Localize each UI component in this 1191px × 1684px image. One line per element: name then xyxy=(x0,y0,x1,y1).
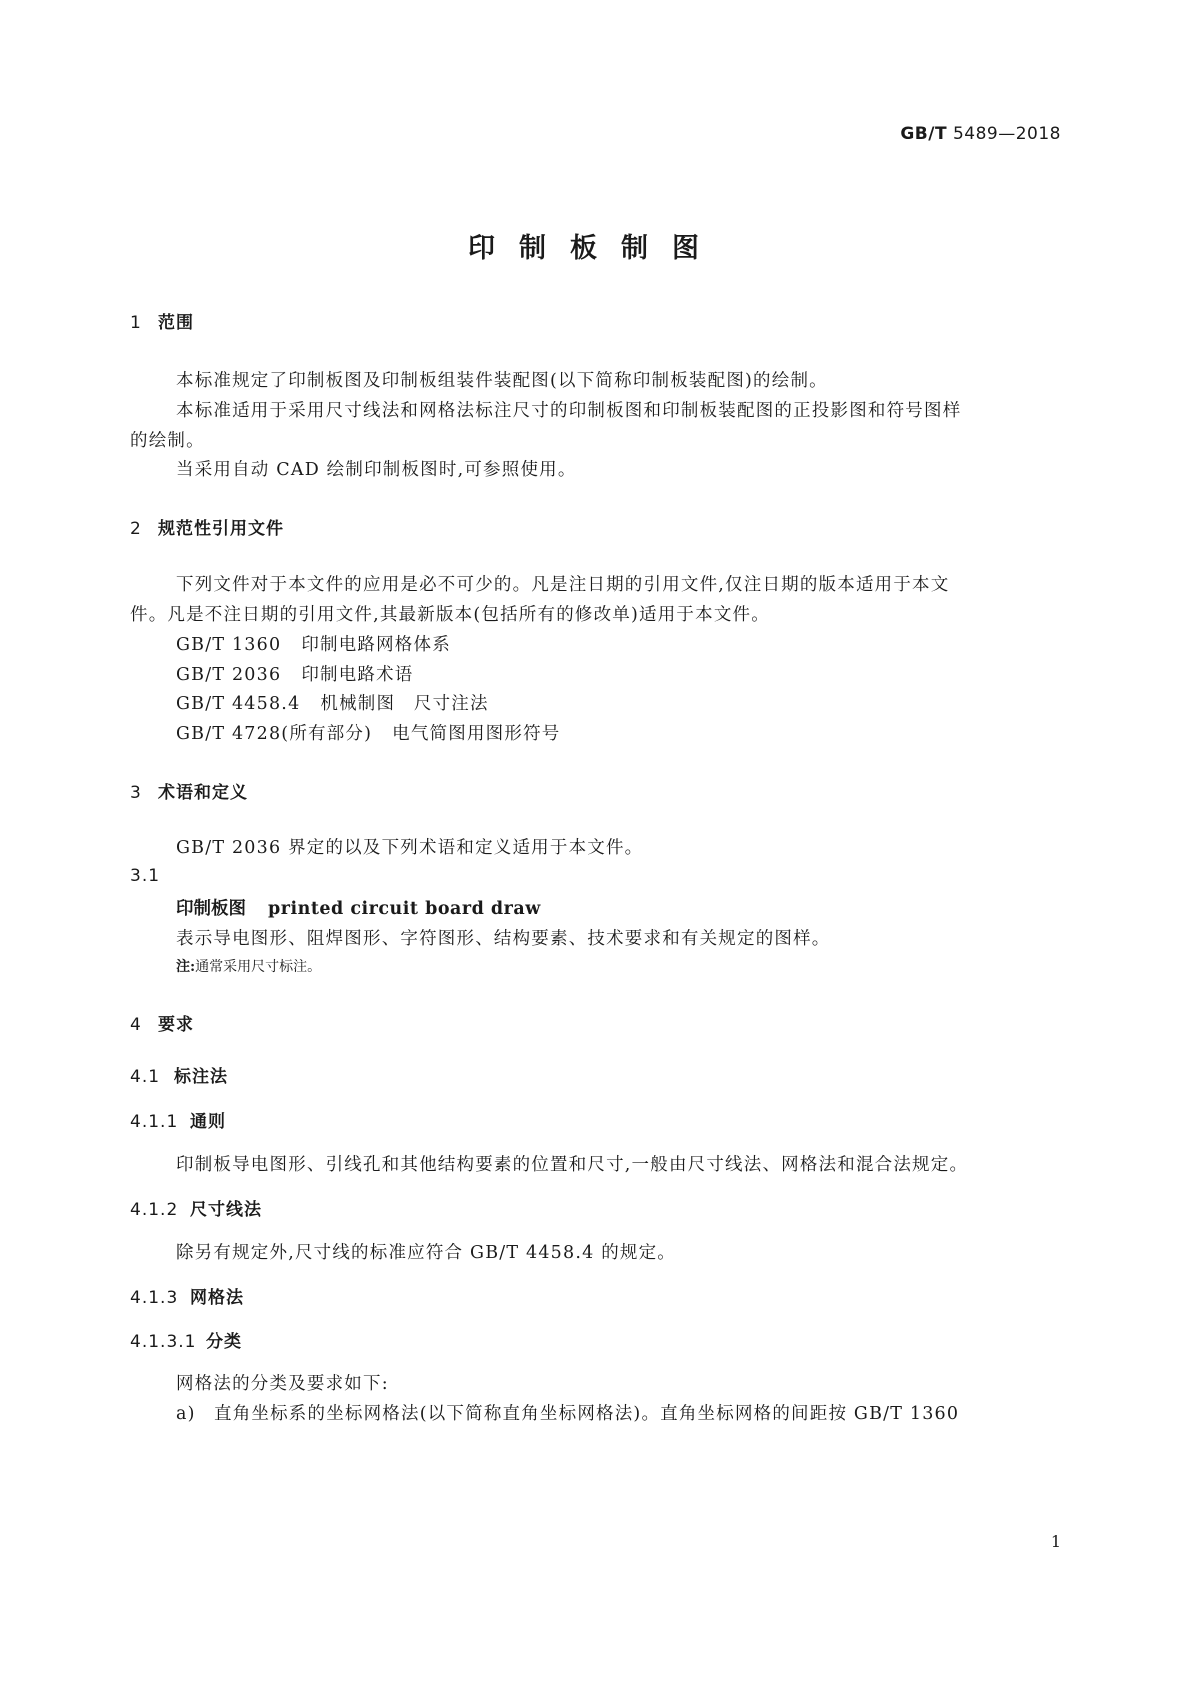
section-4-1-3-1-heading xyxy=(130,1327,242,1352)
reference-item xyxy=(176,631,451,656)
term-entry xyxy=(176,895,541,920)
term-english: printed circuit board draw xyxy=(268,899,541,919)
reference-title: 电气简图用图形符号 xyxy=(392,724,561,744)
section-number: 4.1.3 xyxy=(130,1288,179,1308)
standard-prefix: GB/T xyxy=(900,124,948,144)
section-number: 3 xyxy=(130,783,142,803)
section-number: 1 xyxy=(130,313,142,333)
paragraph: 网格法的分类及要求如下: xyxy=(176,1374,389,1394)
term-chinese: 印制板图 xyxy=(176,899,246,919)
note-label: 注: xyxy=(176,959,196,975)
standard-code xyxy=(900,124,1061,144)
section-title: 范围 xyxy=(158,313,194,333)
section-title: 规范性引用文件 xyxy=(158,519,284,539)
paragraph-continuation: 的绘制。 xyxy=(130,431,205,451)
document-title: 印制板制图 xyxy=(468,233,723,264)
section-title: 标注法 xyxy=(174,1067,228,1087)
section-title: 要求 xyxy=(158,1015,194,1035)
reference-code: GB/T 2036 xyxy=(176,665,282,685)
section-1-heading xyxy=(130,308,194,333)
reference-title: 印制电路网格体系 xyxy=(301,635,451,655)
paragraph: GB/T 2036 界定的以及下列术语和定义适用于本文件。 xyxy=(176,838,644,858)
term-definition: 表示导电图形、阻焊图形、字符图形、结构要素、技术要求和有关规定的图样。 xyxy=(176,929,831,949)
section-title: 网格法 xyxy=(190,1288,244,1308)
section-number: 4.1 xyxy=(130,1067,161,1087)
paragraph: 当采用自动 CAD 绘制印制板图时,可参照使用。 xyxy=(176,460,577,480)
section-number: 4.1.2 xyxy=(130,1200,179,1220)
section-4-1-3-heading xyxy=(130,1283,244,1308)
section-number: 4.1.1 xyxy=(130,1112,179,1132)
section-title: 术语和定义 xyxy=(158,783,248,803)
reference-item xyxy=(176,720,560,745)
section-2-heading xyxy=(130,514,284,539)
reference-code: GB/T 4458.4 xyxy=(176,694,301,714)
reference-title: 印制电路术语 xyxy=(301,665,414,685)
list-marker: a) xyxy=(176,1404,196,1424)
standard-number: 5489—2018 xyxy=(952,124,1061,144)
reference-item xyxy=(176,690,489,715)
paragraph: 印制板导电图形、引线孔和其他结构要素的位置和尺寸,一般由尺寸线法、网格法和混合法规定。 xyxy=(176,1155,969,1175)
reference-code: GB/T 1360 xyxy=(176,635,282,655)
section-title: 分类 xyxy=(206,1332,242,1352)
note-text: 通常采用尺寸标注。 xyxy=(195,959,322,975)
reference-item xyxy=(176,661,414,686)
paragraph: 本标准规定了印制板图及印制板组装件装配图(以下简称印制板装配图)的绘制。 xyxy=(176,371,828,391)
term-note xyxy=(176,956,321,976)
reference-code: GB/T 4728(所有部分) xyxy=(176,724,373,744)
list-item-text: 直角坐标系的坐标网格法(以下简称直角坐标网格法)。直角坐标网格的间距按 GB/T 1360 xyxy=(214,1404,960,1424)
term-number: 3.1 xyxy=(130,866,161,886)
section-title: 通则 xyxy=(190,1112,226,1132)
section-4-heading xyxy=(130,1010,194,1035)
paragraph: 除另有规定外,尺寸线的标准应符合 GB/T 4458.4 的规定。 xyxy=(176,1243,676,1263)
section-number: 2 xyxy=(130,519,142,539)
page-number: 1 xyxy=(1050,1532,1061,1551)
section-title: 尺寸线法 xyxy=(190,1200,262,1220)
paragraph: 本标准适用于采用尺寸线法和网格法标注尺寸的印制板图和印制板装配图的正投影图和符号图样 xyxy=(176,401,962,421)
section-number: 4 xyxy=(130,1015,142,1035)
reference-title: 机械制图 尺寸注法 xyxy=(320,694,489,714)
section-4-1-heading xyxy=(130,1062,228,1087)
list-item-a xyxy=(176,1400,959,1425)
section-3-heading xyxy=(130,778,248,803)
section-4-1-1-heading xyxy=(130,1107,226,1132)
paragraph: 下列文件对于本文件的应用是必不可少的。凡是注日期的引用文件,仅注日期的版本适用于本文 xyxy=(176,575,950,595)
paragraph-continuation: 件。凡是不注日期的引用文件,其最新版本(包括所有的修改单)适用于本文件。 xyxy=(130,605,770,625)
section-number: 4.1.3.1 xyxy=(130,1332,197,1352)
section-4-1-2-heading xyxy=(130,1195,262,1220)
